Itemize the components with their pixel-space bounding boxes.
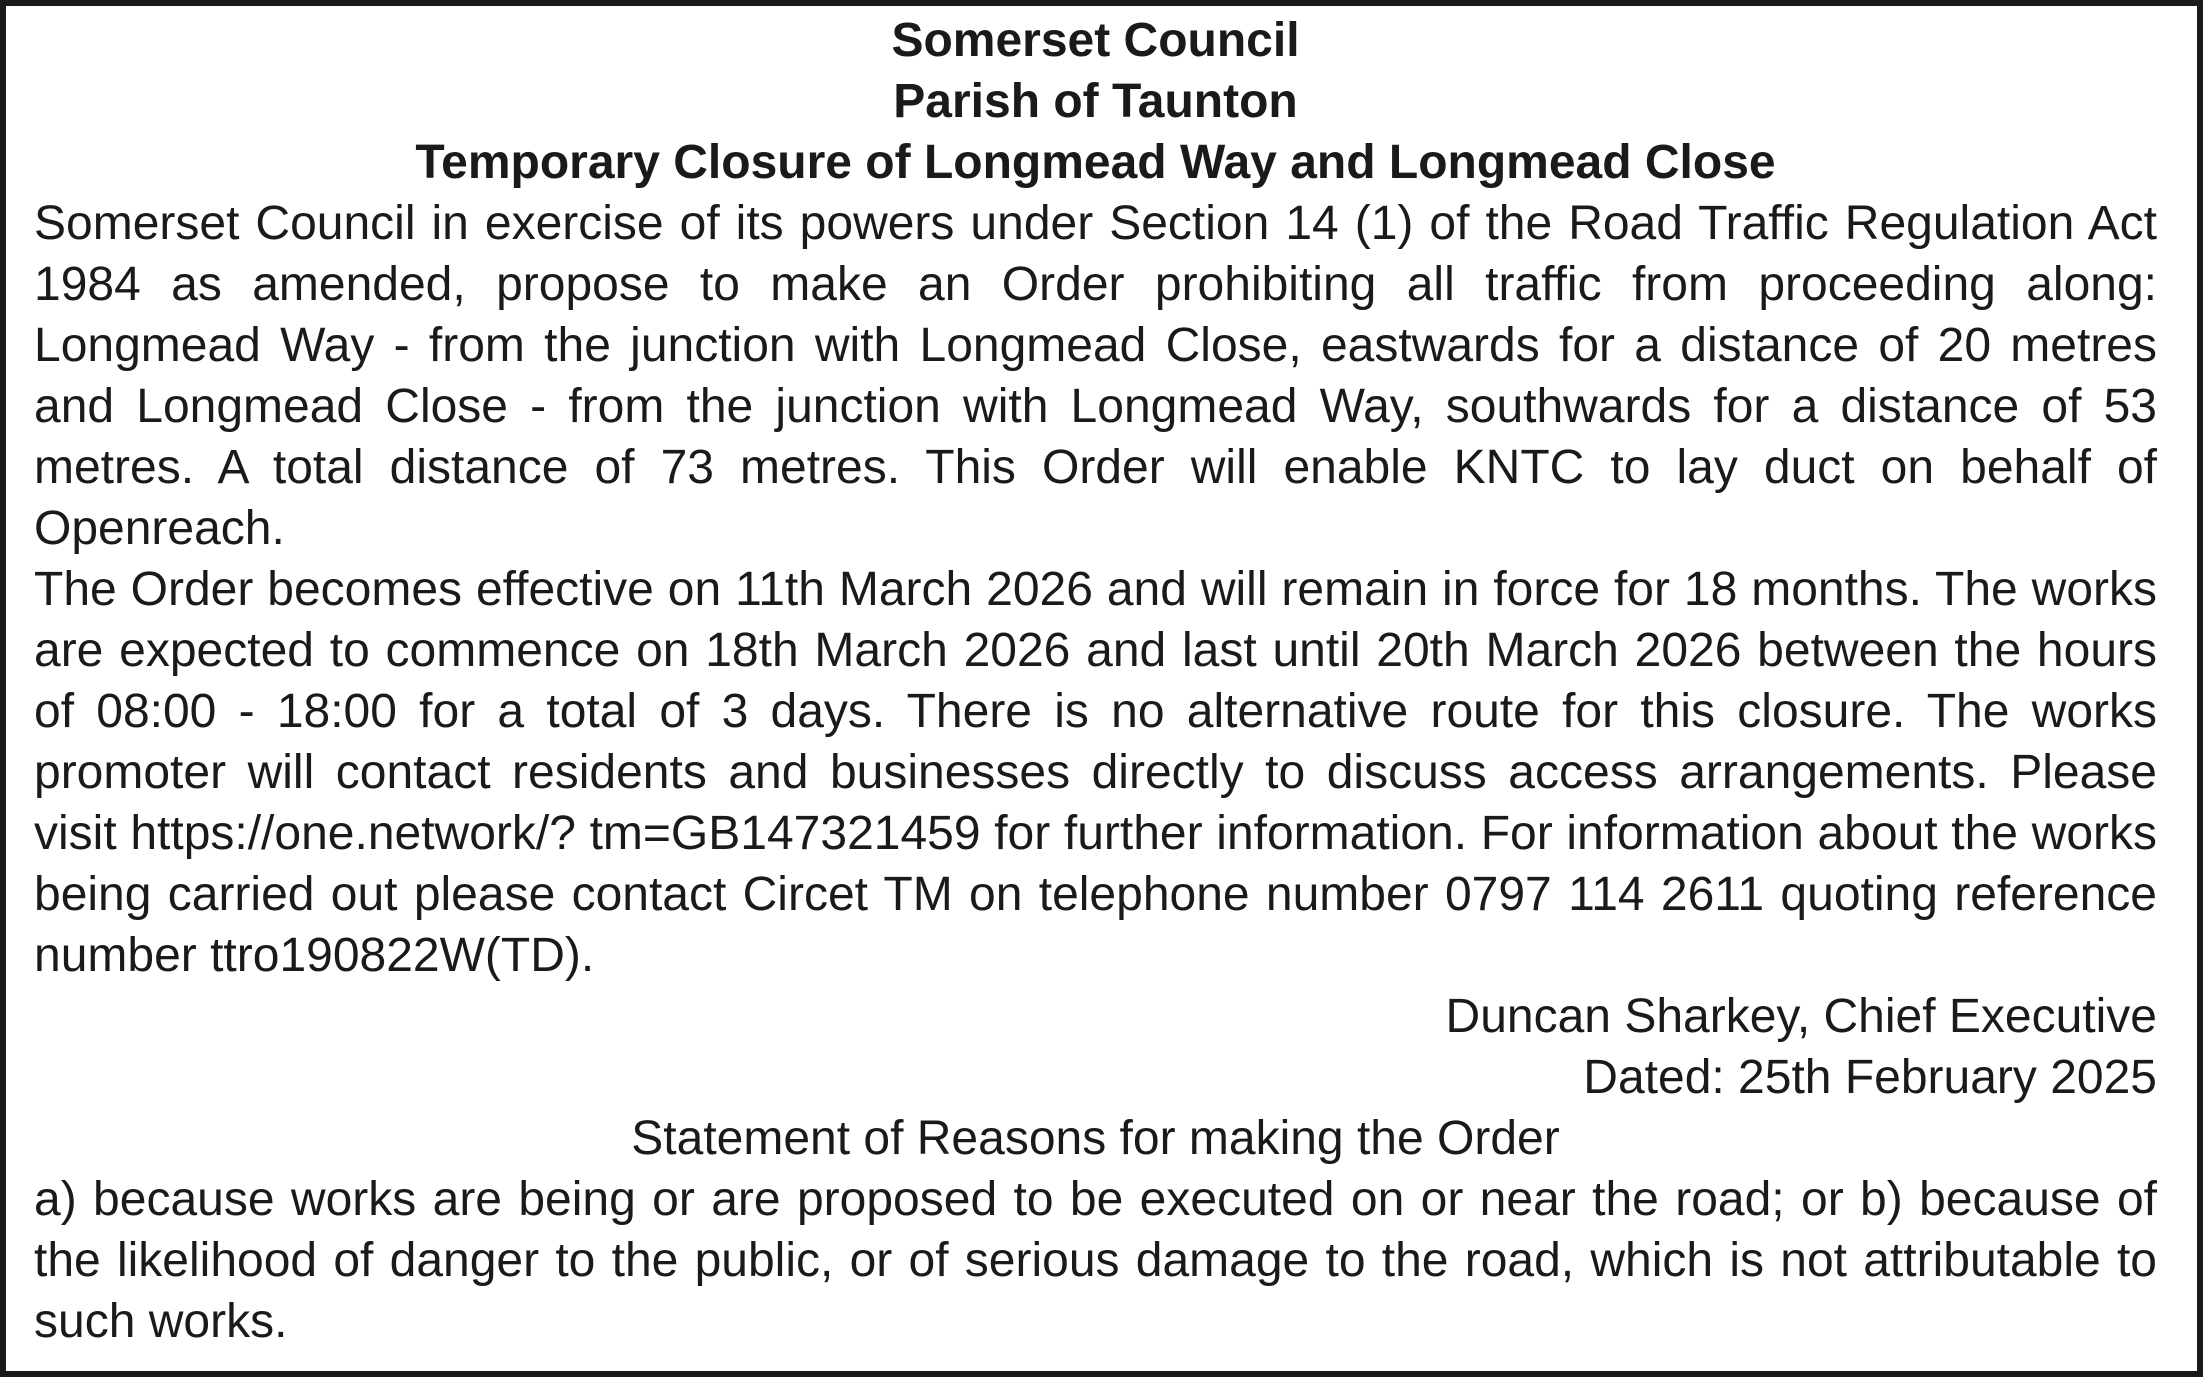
reasons-heading: Statement of Reasons for making the Order <box>631 1112 1560 1165</box>
reasons-paragraph: a) because works are being or are proposed to be executed on or near the road; or b) because of the likelihood of danger to the public, or of serious damage to the road, which is not attributable to such works. <box>34 1173 2157 1348</box>
notice-parish-name: Parish of Taunton <box>893 75 1298 128</box>
notice-works-paragraph: The Order becomes effective on 11th March 2026 and will remain in force for 18 months. The works are expected to commence on 18th March 2026 and last until 20th March 2026 between the hours of 08:00 - 18:00 for a total of 3 days. There is no alternative route for this closure. The works promoter will contact residents and businesses directly to discuss access arrangements. Please visit https://one.network/? tm=GB147321459 for further information. For information about the works being carried out please contact Circet TM on telephone number 0797 114 2611 quoting reference number ttro190822W(TD). <box>34 563 2157 982</box>
notice-date: Dated: 25th February 2025 <box>1583 1051 2157 1104</box>
notice-signatory: Duncan Sharkey, Chief Executive <box>1445 990 2157 1043</box>
notice-order-paragraph: Somerset Council in exercise of its powers under Section 14 (1) of the Road Traffic Regulation Act 1984 as amended, propose to make an Order prohibiting all traffic from proceeding along: Longmead Way - from the junction with Longmead Close, eastwards for a distance of 20 metres and Longmead Close - from the junction with Longmead Way, southwards for a distance of 53 metres. A total distance of 73 metres. This Order will enable KNTC to lay duct on behalf of Openreach. <box>34 197 2157 555</box>
notice-council-name: Somerset Council <box>891 14 1300 67</box>
notice-title: Temporary Closure of Longmead Way and Longmead Close <box>415 136 1776 189</box>
